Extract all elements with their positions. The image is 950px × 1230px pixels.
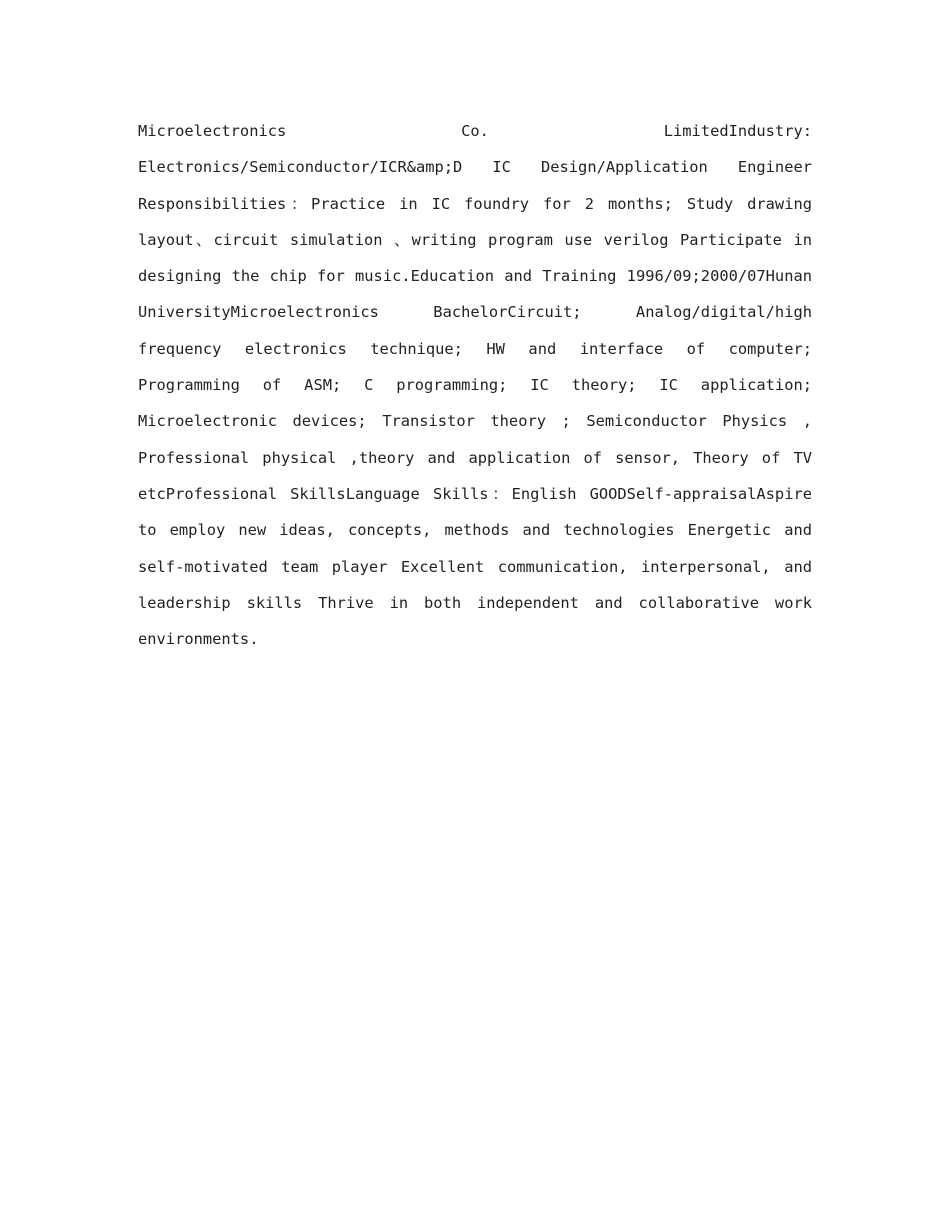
- page-content: [138, 113, 812, 657]
- resume-paragraph: Microelectronics Co. LimitedIndustry: Electronics/Semiconductor/ICR&amp;D IC Design/Application Engineer Responsibilities：Practice in IC foundry for 2 months; Study drawing layout、circuit simulation 、writing program use verilog Participate in designing the chip for music.Education and Training 1996/09;2000/07Hunan UniversityMicroelectronics BachelorCircuit; Analog/digital/high frequency electronics technique; HW and interface of computer; Programming of ASM; C programming; IC theory; IC application; Microelectronic devices; Transistor theory ; Semiconductor Physics , Professional physical ,theory and application of sensor, Theory of TV etcProfessional SkillsLanguage Skills：English GOODSelf-appraisalAspire to employ new ideas, concepts, methods and technologies Energetic and self-motivated team player Excellent communication, interpersonal, and leadership skills Thrive in both independent and collaborative work environments.: [138, 122, 812, 649]
